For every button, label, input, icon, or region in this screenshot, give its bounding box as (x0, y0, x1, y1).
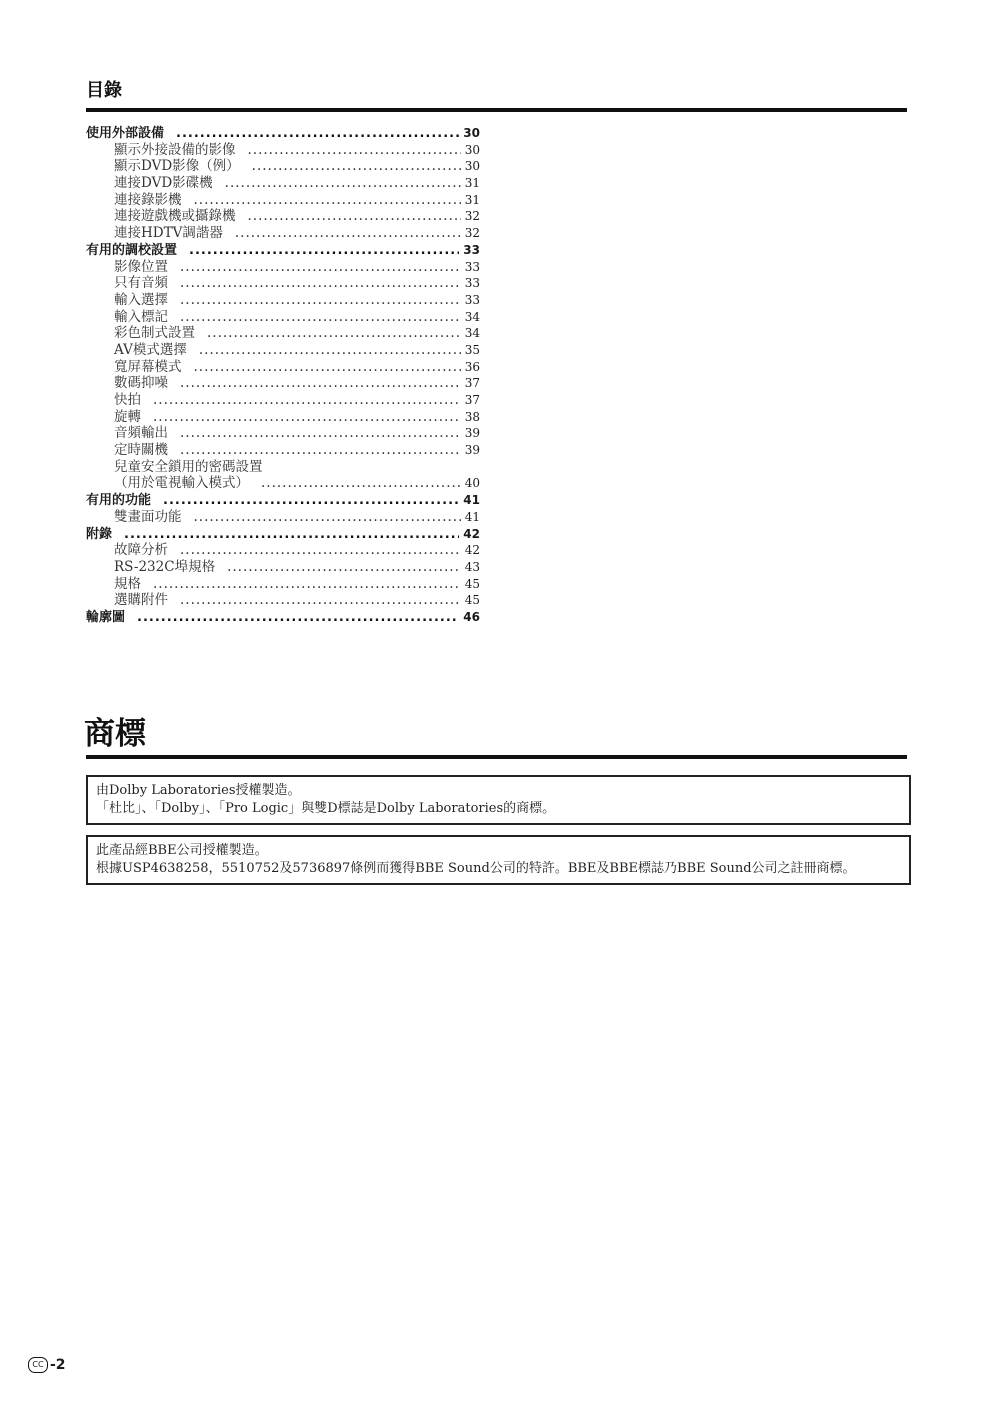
bbe-trademark-box (86, 835, 911, 885)
toc-entry-row (86, 559, 480, 576)
toc-leader-dots (189, 243, 459, 260)
dolby-line-1: 由Dolby Laboratories授權製造。 (96, 783, 301, 798)
page-footer (28, 1357, 66, 1373)
toc-entry-title: 規格 (114, 575, 141, 592)
toc-entry-title: 連接遊戲機或攝錄機 (114, 208, 236, 225)
toc-leader-dots (180, 542, 461, 559)
toc-entry-row (86, 442, 480, 459)
toc-leader-dots (180, 442, 461, 459)
toc-leader-dots (124, 527, 459, 544)
toc-entry-row (86, 208, 480, 225)
toc-page-number: 33 (464, 276, 480, 291)
toc-entry-title: 顯示DVD影像（例） (114, 158, 240, 175)
toc-page-number: 30 (464, 142, 480, 157)
toc-entry-title: 連接DVD影碟機 (114, 175, 213, 192)
toc-page-number: 33 (464, 292, 480, 307)
toc-page-number: 42 (463, 526, 480, 541)
toc-page-number: 41 (464, 509, 480, 524)
toc-entry-title: 旋轉 (114, 408, 141, 425)
toc-entry-row (86, 309, 480, 326)
toc-entry-title: 連接HDTV調諧器 (114, 225, 223, 242)
toc-leader-dots (248, 142, 461, 159)
toc-page-number: 45 (464, 593, 480, 608)
toc-page-number: 30 (463, 126, 480, 140)
toc-entry-title: 故障分析 (114, 542, 168, 559)
toc-page-number: 31 (464, 192, 480, 207)
toc-section-row (86, 609, 480, 626)
toc-entry-row (86, 175, 480, 192)
toc-entry-title: 有用的調校設置 (86, 242, 178, 258)
toc-entry-row (86, 592, 480, 609)
toc-entry-title: 兒童安全鎖用的密碼設置 (114, 458, 263, 475)
toc-entry-title: AV模式選擇 (114, 341, 187, 358)
toc-entry-row (86, 459, 480, 476)
toc-leader-dots (261, 475, 461, 492)
toc-entry-title: RS-232C埠規格 (114, 558, 216, 575)
toc-entry-row (86, 342, 480, 359)
toc-heading: 目錄 (86, 80, 122, 101)
toc-entry-title: 影像位置 (114, 258, 168, 275)
toc-entry-title: 寬屏幕模式 (114, 358, 182, 375)
toc-entry-row (86, 158, 480, 175)
toc-entry-title: 使用外部設備 (86, 126, 165, 141)
toc-entry-title: 選購附件 (114, 592, 168, 609)
toc-entry-row (86, 325, 480, 342)
toc-entry-row (86, 425, 480, 442)
toc-entry-row (86, 375, 480, 392)
toc-leader-dots (207, 325, 461, 342)
toc-leader-dots (180, 375, 461, 392)
toc-leader-dots (180, 259, 461, 276)
toc-entry-row (86, 292, 480, 309)
dolby-line-2: 「杜比」、「Dolby」、「Pro Logic」與雙D標誌是Dolby Laboratories的商標。 (96, 801, 556, 816)
toc-leader-dots (180, 592, 461, 609)
toc-leader-dots (194, 359, 461, 376)
toc-leader-dots (225, 175, 461, 192)
toc-leader-dots (180, 425, 461, 442)
toc-entry-title: 定時關機 (114, 442, 168, 459)
trademark-heading: 商標 (84, 716, 146, 752)
table-of-contents (86, 125, 480, 626)
toc-page-number: 33 (464, 259, 480, 274)
toc-leader-dots (194, 192, 461, 209)
toc-entry-row (86, 542, 480, 559)
toc-leader-dots (153, 576, 461, 593)
toc-entry-row (86, 409, 480, 426)
toc-page-number: 34 (464, 326, 480, 341)
toc-entry-title: 輪廓圖 (86, 609, 126, 625)
toc-leader-dots (153, 409, 461, 426)
toc-page-number: 31 (464, 176, 480, 191)
toc-entry-title: 音頻輸出 (114, 425, 168, 442)
toc-entry-title: 只有音頻 (114, 275, 168, 292)
toc-entry-row (86, 275, 480, 292)
toc-entry-title: 附錄 (86, 526, 113, 542)
toc-leader-dots (180, 275, 461, 292)
toc-leader-dots (137, 610, 459, 627)
toc-page-number: 46 (463, 609, 480, 624)
toc-page-number: 33 (463, 242, 480, 257)
toc-entry-title: 輸入選擇 (114, 291, 168, 308)
toc-entry-title: 雙畫面功能 (114, 508, 182, 525)
toc-page-number: 39 (464, 426, 480, 441)
toc-entry-row (86, 576, 480, 593)
toc-leader-dots (248, 208, 461, 225)
page-number: -2 (50, 1357, 66, 1373)
toc-page-number: 45 (464, 576, 480, 591)
toc-page-number: 37 (464, 393, 480, 407)
toc-page-number: 32 (464, 209, 480, 224)
toc-page-number: 34 (464, 309, 480, 324)
bbe-line-2: 根據USP4638258，5510752及5736897條例而獲得BBE Sound公司的特許。BBE及BBE標誌乃BBE Sound公司之註冊商標。 (96, 861, 856, 876)
bbe-line-1: 此產品經BBE公司授權製造。 (96, 843, 268, 858)
toc-entry-row (86, 392, 480, 409)
toc-section-row (86, 492, 480, 509)
toc-entry-title: 快拍 (114, 392, 141, 408)
toc-entry-row (86, 192, 480, 209)
cc-language-icon: CC (28, 1357, 48, 1373)
toc-section-row (86, 125, 480, 142)
toc-entry-title: 顯示外接設備的影像 (114, 141, 236, 158)
toc-leader-dots (199, 342, 461, 359)
toc-leader-dots (180, 309, 461, 326)
toc-entry-title: 彩色制式設置 (114, 325, 195, 342)
toc-leader-dots (235, 225, 461, 242)
toc-page-number: 41 (463, 493, 480, 508)
toc-leader-dots (163, 493, 459, 510)
toc-entry-row (86, 509, 480, 526)
toc-entry-row (86, 475, 480, 492)
toc-page-number: 40 (464, 476, 480, 491)
toc-entry-row (86, 142, 480, 159)
toc-entry-title: 數碼抑噪 (114, 375, 168, 392)
dolby-trademark-box (86, 775, 911, 825)
toc-page-number: 36 (464, 359, 480, 374)
toc-page-number: 32 (464, 226, 480, 241)
toc-entry-row (86, 225, 480, 242)
toc-entry-title: 連接錄影機 (114, 191, 182, 208)
toc-section-row (86, 526, 480, 543)
toc-entry-title: （用於電視輸入模式） (114, 475, 249, 492)
toc-leader-dots (252, 158, 461, 175)
toc-page-number: 39 (464, 443, 480, 458)
toc-leader-dots (194, 509, 461, 526)
toc-page-number: 42 (464, 543, 480, 558)
toc-page-number: 35 (464, 342, 480, 357)
toc-entry-row (86, 259, 480, 276)
toc-entry-row (86, 359, 480, 376)
toc-rule (86, 108, 907, 112)
toc-entry-title: 輸入標記 (114, 308, 168, 325)
toc-leader-dots (227, 559, 461, 576)
toc-leader-dots (153, 392, 461, 409)
toc-entry-title: 有用的功能 (86, 493, 152, 509)
toc-section-row (86, 242, 480, 259)
toc-page-number: 38 (464, 409, 480, 424)
toc-page-number: 30 (464, 159, 480, 174)
toc-leader-dots (176, 126, 459, 143)
trademark-rule (86, 755, 907, 759)
toc-page-number: 37 (464, 376, 480, 391)
toc-page-number: 43 (464, 559, 480, 574)
toc-leader-dots (180, 292, 461, 309)
